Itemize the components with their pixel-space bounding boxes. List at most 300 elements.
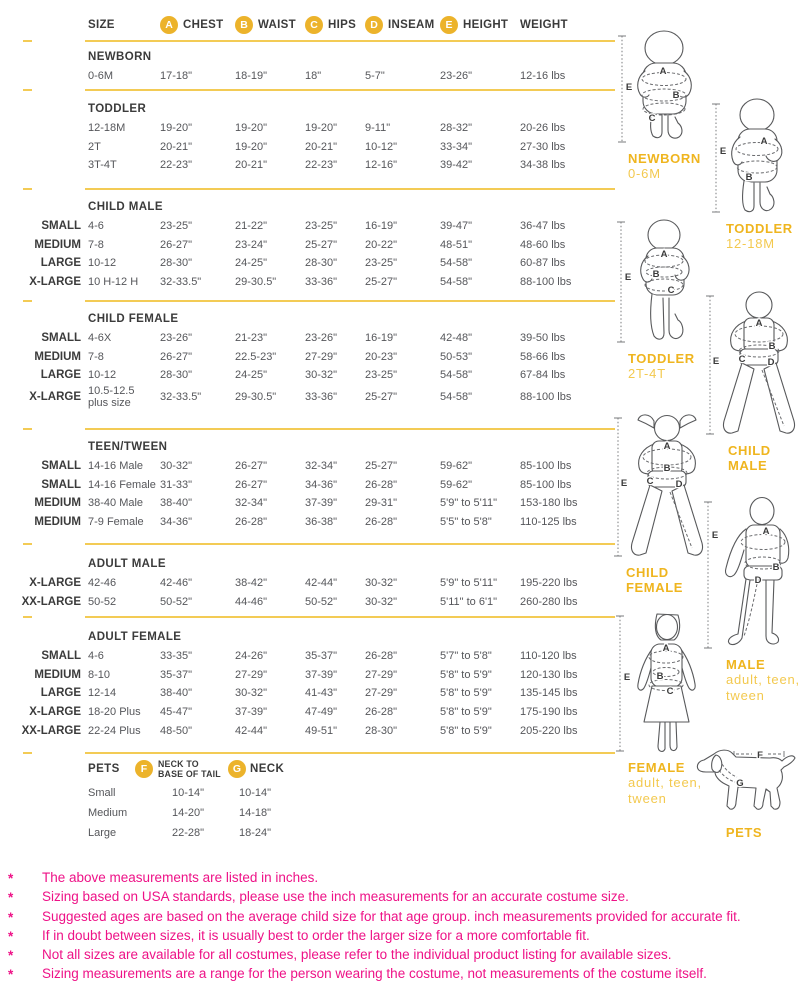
svg-text:A: A: [762, 526, 770, 537]
measure-letter-circle-f: F: [135, 760, 153, 778]
cell-weight: 88-100 lbs: [520, 391, 572, 404]
child-male-illustration: [702, 288, 800, 440]
svg-text:A: A: [660, 249, 668, 260]
cell-size: Small: [88, 787, 116, 799]
cell-size: 38-40 Male: [88, 497, 144, 510]
table-row: [0, 254, 615, 273]
cell-weight: 135-145 lbs: [520, 687, 578, 700]
footnote: [0, 946, 800, 965]
section-divider: [0, 188, 615, 190]
section-title: TODDLER: [88, 103, 147, 115]
header-label: HIPS: [328, 19, 357, 31]
cell-hips: 33-36": [305, 391, 338, 404]
pets-figure: [690, 744, 798, 840]
cell-size: Large: [88, 827, 117, 839]
cell-height: 42-48": [440, 332, 473, 345]
cell-weight: 27-30 lbs: [520, 140, 566, 153]
cell-inseam: 26-28": [365, 516, 398, 529]
cell-waist: 18-19": [235, 70, 268, 83]
cell-hips: 30-32": [305, 369, 338, 382]
cell-weight: 260-280 lbs: [520, 595, 578, 608]
cell-label: XX-LARGE: [21, 724, 81, 737]
pets-col-label-line2: BASE OF TAIL: [158, 769, 221, 779]
header-label: INSEAM: [388, 19, 435, 31]
svg-text:F: F: [757, 750, 763, 761]
newborn-illustration: [612, 26, 712, 148]
cell-chest: 42-46": [160, 577, 193, 590]
cell-hips: 49-51": [305, 724, 338, 737]
cell-chest: 38-40": [160, 687, 193, 700]
svg-text:A: A: [755, 318, 763, 329]
cell-inseam: 16-19": [365, 332, 398, 345]
table-row: [0, 684, 615, 703]
svg-text:C: C: [646, 476, 654, 487]
cell-waist: 37-39": [235, 706, 268, 719]
cell-chest: 31-33": [160, 478, 193, 491]
svg-text:E: E: [625, 82, 633, 93]
section-title: CHILD FEMALE: [88, 313, 179, 325]
footnote: [0, 869, 800, 888]
svg-text:C: C: [666, 686, 674, 697]
cell-waist: 24-25": [235, 257, 268, 270]
cell-chest: 32-33.5": [160, 391, 202, 404]
section-adult-male: [0, 558, 615, 611]
header-height: [440, 16, 520, 34]
section-newborn: [0, 51, 615, 86]
cell-size: 10-12: [88, 369, 117, 382]
pets-col-neck: NECK: [250, 763, 285, 775]
cell-weight: 67-84 lbs: [520, 369, 566, 382]
cell-height: 5'9" to 5'11": [440, 497, 498, 510]
cell-waist: 27-29": [235, 668, 268, 681]
cell-neck: 18-24": [238, 827, 272, 839]
cell-weight: 110-125 lbs: [520, 516, 577, 529]
cell-inseam: 10-12": [365, 140, 398, 153]
svg-text:C: C: [648, 113, 656, 124]
section-child-female: [0, 313, 615, 409]
cell-label: X-LARGE: [29, 706, 81, 719]
cell-waist: 42-44": [235, 724, 268, 737]
asterisk: *: [8, 928, 14, 944]
footnote-text: Sizing measurements are a range for the person wearing the costume, not measurements of the costume itself.: [42, 966, 707, 982]
male-figure: [700, 494, 800, 704]
cell-size: 7-8: [88, 350, 104, 363]
section-divider: [0, 616, 615, 618]
table-row: [0, 647, 615, 666]
table-row: [0, 476, 615, 495]
cell-hips: 28-30": [305, 257, 338, 270]
cell-neck_to_tail: 14-20": [171, 807, 205, 819]
cell-chest: 32-33.5": [160, 276, 202, 289]
cell-inseam: 23-25": [365, 257, 398, 270]
section-teen-tween: [0, 441, 615, 531]
cell-inseam: 25-27": [365, 460, 398, 473]
cell-label: MEDIUM: [34, 497, 81, 510]
section-divider: [0, 40, 615, 42]
cell-height: 23-26": [440, 70, 473, 83]
size-note: plus size: [88, 396, 131, 409]
cell-chest: 33-35": [160, 650, 193, 663]
cell-waist: 24-26": [235, 650, 268, 663]
cell-waist: 26-28": [235, 516, 268, 529]
cell-chest: 38-40": [160, 497, 193, 510]
cell-waist: 23-24": [235, 238, 268, 251]
toddler-illustration: [700, 92, 800, 218]
figure-title: FEMALE: [628, 760, 686, 775]
footnote-text: The above measurements are listed in inches.: [42, 870, 319, 885]
measure-letter-circle-g: G: [228, 760, 246, 778]
cell-height: 5'5" to 5'8": [440, 516, 492, 529]
section-title: TEEN/TWEEN: [88, 441, 168, 453]
cell-size: 50-52: [88, 595, 117, 608]
svg-text:A: A: [662, 643, 670, 654]
pets-header: [85, 757, 385, 783]
cell-hips: 27-29": [305, 350, 338, 363]
pets-title: PETS: [88, 763, 120, 775]
cell-size: 10.5-12.5 plus size: [88, 385, 160, 410]
cell-inseam: 20-23": [365, 350, 398, 363]
header-waist: [235, 16, 305, 34]
cell-chest: 35-37": [160, 668, 193, 681]
cell-label: SMALL: [41, 650, 81, 663]
cell-height: 5'11" to 6'1": [440, 595, 498, 608]
cell-weight: 34-38 lbs: [520, 159, 566, 172]
cell-chest: 26-27": [160, 238, 193, 251]
cell-size: 4-6X: [88, 332, 112, 345]
cell-chest: 28-30": [160, 369, 193, 382]
cell-inseam: 26-28": [365, 650, 398, 663]
toddler-12-18m-figure: [700, 92, 800, 252]
cell-waist: 22.5-23": [235, 350, 277, 363]
cell-chest: 30-32": [160, 460, 193, 473]
cell-waist: 26-27": [235, 478, 268, 491]
svg-text:D: D: [675, 479, 683, 490]
cell-label: LARGE: [40, 369, 81, 382]
cell-weight: 88-100 lbs: [520, 276, 572, 289]
cell-size: 14-16 Male: [88, 460, 144, 473]
svg-text:D: D: [767, 357, 775, 368]
cell-label: LARGE: [40, 257, 81, 270]
cell-size: 2T: [88, 140, 101, 153]
svg-text:E: E: [620, 478, 628, 489]
cell-hips: 20-21": [305, 140, 338, 153]
table-row: [0, 457, 615, 476]
cell-hips: 35-37": [305, 650, 338, 663]
cell-weight: 110-120 lbs: [520, 650, 577, 663]
cell-label: MEDIUM: [34, 350, 81, 363]
table-row: [85, 783, 385, 803]
measure-letter-circle: D: [365, 16, 383, 34]
section-title: ADULT FEMALE: [88, 631, 182, 643]
cell-size: 12-14: [88, 687, 117, 700]
svg-text:G: G: [736, 778, 744, 789]
cell-weight: 60-87 lbs: [520, 257, 566, 270]
dog-illustration: [690, 744, 798, 822]
cell-height: 5'8" to 5'9": [440, 668, 492, 681]
cell-chest: 19-20": [160, 122, 193, 135]
cell-size: 18-20 Plus: [88, 706, 141, 719]
header-hips: [305, 16, 365, 34]
cell-inseam: 25-27": [365, 276, 398, 289]
svg-text:C: C: [738, 354, 746, 365]
cell-chest: 17-18": [160, 70, 193, 83]
cell-waist: 30-32": [235, 687, 268, 700]
cell-inseam: 30-32": [365, 595, 398, 608]
cell-height: 39-47": [440, 220, 473, 233]
cell-chest: 45-47": [160, 706, 193, 719]
svg-text:B: B: [768, 341, 776, 352]
table-row: [0, 156, 615, 175]
svg-text:A: A: [659, 66, 667, 77]
cell-weight: 36-47 lbs: [520, 220, 566, 233]
cell-height: 5'7" to 5'8": [440, 650, 492, 663]
cell-label: MEDIUM: [34, 516, 81, 529]
cell-size: 14-16 Female: [88, 478, 156, 491]
cell-weight: 120-130 lbs: [520, 668, 578, 681]
table-row: [85, 823, 385, 843]
cell-height: 54-58": [440, 257, 473, 270]
cell-chest: 34-36": [160, 516, 193, 529]
section-pets: [85, 757, 385, 843]
cell-label: SMALL: [41, 332, 81, 345]
svg-text:B: B: [663, 463, 671, 474]
cell-hips: 37-39": [305, 668, 338, 681]
child-female-figure: [610, 410, 713, 595]
cell-hips: 23-25": [305, 220, 338, 233]
figure-subtitle: 0-6M: [628, 166, 661, 181]
measure-letter-circle: C: [305, 16, 323, 34]
svg-text:E: E: [712, 356, 720, 367]
cell-label: X-LARGE: [29, 391, 81, 404]
figure-title: NEWBORN: [628, 151, 701, 166]
cell-weight: 85-100 lbs: [520, 460, 572, 473]
cell-hips: 32-34": [305, 460, 338, 473]
cell-hips: 36-38": [305, 516, 338, 529]
pets-col-neck-to-tail: [158, 759, 221, 779]
table-row: [0, 366, 615, 385]
footnote-text: Sizing based on USA standards, please use the inch measurements for an accurate costume size.: [42, 889, 629, 905]
header-label: CHEST: [183, 19, 224, 31]
cell-height: 39-42": [440, 159, 473, 172]
footnote-text: Suggested ages are based on the average child size for that age group. inch measurements provided for accurate fit.: [42, 908, 741, 924]
cell-inseam: 28-30": [365, 724, 398, 737]
cell-height: 5'9" to 5'11": [440, 577, 498, 590]
cell-chest: 28-30": [160, 257, 193, 270]
cell-label: SMALL: [41, 460, 81, 473]
table-row: [0, 119, 615, 138]
table-row: [0, 666, 615, 685]
table-row: [0, 574, 615, 593]
asterisk: *: [8, 890, 14, 906]
pets-col-label-line1: NECK TO: [158, 759, 199, 769]
cell-hips: 33-36": [305, 276, 338, 289]
footnote-text: Not all sizes are available for all costumes, please refer to the individual product listing for available sizes.: [42, 947, 672, 963]
svg-text:E: E: [711, 530, 719, 541]
figure-subtitle: adult, teen, tween: [628, 775, 702, 806]
cell-chest: 20-21": [160, 140, 193, 153]
header-label: HEIGHT: [463, 19, 509, 31]
asterisk: *: [8, 967, 14, 983]
child-female-illustration: [610, 410, 713, 562]
cell-height: 50-53": [440, 350, 473, 363]
figure-title: TODDLER: [726, 221, 793, 236]
figure-subtitle: adult, teen, tween: [726, 672, 800, 703]
cell-hips: 18": [305, 70, 322, 83]
svg-text:E: E: [719, 146, 727, 157]
table-row: [0, 494, 615, 513]
table-header-row: [0, 14, 615, 36]
cell-weight: 12-16 lbs: [520, 70, 566, 83]
cell-hips: 42-44": [305, 577, 338, 590]
footnotes: [0, 869, 800, 985]
cell-inseam: 26-28": [365, 478, 398, 491]
cell-weight: 20-26 lbs: [520, 122, 566, 135]
svg-text:B: B: [745, 172, 753, 183]
table-row: [0, 236, 615, 255]
cell-chest: 26-27": [160, 350, 193, 363]
section-divider: [0, 300, 615, 302]
male-illustration: [700, 494, 800, 654]
cell-size: 12-18M: [88, 122, 126, 135]
cell-neck: 10-14": [238, 787, 272, 799]
cell-size: 7-8: [88, 238, 104, 251]
cell-chest: 50-52": [160, 595, 193, 608]
svg-text:C: C: [667, 285, 675, 296]
cell-inseam: 29-31": [365, 497, 398, 510]
cell-height: 59-62": [440, 460, 473, 473]
section-divider: [0, 428, 615, 430]
cell-inseam: 30-32": [365, 577, 398, 590]
cell-weight: 39-50 lbs: [520, 332, 566, 345]
header-weight: [520, 19, 615, 31]
cell-size: 10 H-12 H: [88, 276, 139, 289]
cell-inseam: 27-29": [365, 687, 398, 700]
cell-weight: 85-100 lbs: [520, 478, 572, 491]
cell-chest: 23-26": [160, 332, 193, 345]
cell-label: X-LARGE: [29, 276, 81, 289]
table-row: [0, 329, 615, 348]
section-divider: [0, 89, 615, 91]
cell-size: 4-6: [88, 650, 104, 663]
header-label: WEIGHT: [520, 19, 568, 31]
svg-text:E: E: [623, 672, 631, 683]
footnote-text: If in doubt between sizes, it is usually best to order the larger size for a more comfortable fit.: [42, 927, 590, 943]
cell-waist: 21-23": [235, 332, 268, 345]
cell-waist: 29-30.5": [235, 391, 277, 404]
cell-waist: 20-21": [235, 159, 268, 172]
header-inseam: [365, 16, 440, 34]
cell-size: 8-10: [88, 668, 111, 681]
table-row: [0, 593, 615, 612]
female-illustration: [612, 610, 712, 757]
child-male-figure: [702, 288, 800, 473]
cell-label: XX-LARGE: [21, 595, 81, 608]
asterisk: *: [8, 871, 14, 886]
cell-label: MEDIUM: [34, 238, 81, 251]
table-row: [85, 803, 385, 823]
cell-height: 5'8" to 5'9": [440, 724, 492, 737]
cell-chest: 48-50": [160, 724, 193, 737]
footnote: [0, 965, 800, 984]
cell-height: 28-32": [440, 122, 473, 135]
cell-size: 42-46: [88, 577, 117, 590]
table-row: [0, 348, 615, 367]
toddler-2t-4t-figure: [612, 214, 712, 382]
section-title: CHILD MALE: [88, 201, 163, 213]
newborn-figure: [612, 26, 712, 182]
cell-chest: 23-25": [160, 220, 193, 233]
cell-size: 0-6M: [88, 70, 114, 83]
cell-waist: 19-20": [235, 122, 268, 135]
header-label: WAIST: [258, 19, 296, 31]
cell-weight: 58-66 lbs: [520, 350, 566, 363]
section-divider: [0, 543, 615, 545]
figure-subtitle: 12-18M: [726, 236, 775, 251]
svg-text:E: E: [624, 272, 632, 283]
cell-waist: 26-27": [235, 460, 268, 473]
table-row: [0, 138, 615, 157]
cell-hips: 50-52": [305, 595, 338, 608]
cell-height: 5'8" to 5'9": [440, 687, 492, 700]
figure-subtitle: 2T-4T: [628, 366, 666, 381]
cell-inseam: 23-25": [365, 369, 398, 382]
section-title: ADULT MALE: [88, 558, 166, 570]
cell-hips: 37-39": [305, 497, 338, 510]
asterisk: *: [8, 909, 14, 925]
table-row: [0, 273, 615, 292]
section-child-male: [0, 201, 615, 291]
measure-letter-circle: E: [440, 16, 458, 34]
cell-size: 7-9 Female: [88, 516, 144, 529]
section-adult-female: [0, 631, 615, 740]
measure-letter-circle: A: [160, 16, 178, 34]
cell-waist: 19-20": [235, 140, 268, 153]
figure-title: TODDLER: [628, 351, 695, 366]
cell-size: 10-12: [88, 257, 117, 270]
cell-waist: 21-22": [235, 220, 268, 233]
cell-hips: 22-23": [305, 159, 338, 172]
cell-neck_to_tail: 22-28": [171, 827, 205, 839]
cell-waist: 24-25": [235, 369, 268, 382]
cell-waist: 29-30.5": [235, 276, 277, 289]
toddler-illustration: [612, 214, 712, 348]
section-divider: [0, 752, 615, 754]
svg-text:A: A: [760, 136, 768, 147]
cell-weight: 153-180 lbs: [520, 497, 578, 510]
cell-chest: 22-23": [160, 159, 193, 172]
cell-waist: 32-34": [235, 497, 268, 510]
cell-size: Medium: [88, 807, 128, 819]
cell-weight: 48-60 lbs: [520, 238, 566, 251]
section-toddler: [0, 103, 615, 175]
svg-text:B: B: [672, 90, 680, 101]
cell-label: SMALL: [41, 478, 81, 491]
cell-label: X-LARGE: [29, 577, 81, 590]
footnote: [0, 888, 800, 907]
header-size: SIZE: [88, 19, 115, 31]
cell-neck_to_tail: 10-14": [171, 787, 205, 799]
figure-title: MALE: [726, 657, 766, 672]
asterisk: *: [8, 948, 14, 964]
cell-hips: 41-43": [305, 687, 338, 700]
cell-weight: 175-190 lbs: [520, 706, 578, 719]
header-chest: [160, 16, 235, 34]
cell-height: 54-58": [440, 391, 473, 404]
measure-letter-circle: B: [235, 16, 253, 34]
svg-text:B: B: [652, 269, 660, 280]
cell-label: SMALL: [41, 220, 81, 233]
figure-title: CHILD FEMALE: [626, 565, 684, 595]
